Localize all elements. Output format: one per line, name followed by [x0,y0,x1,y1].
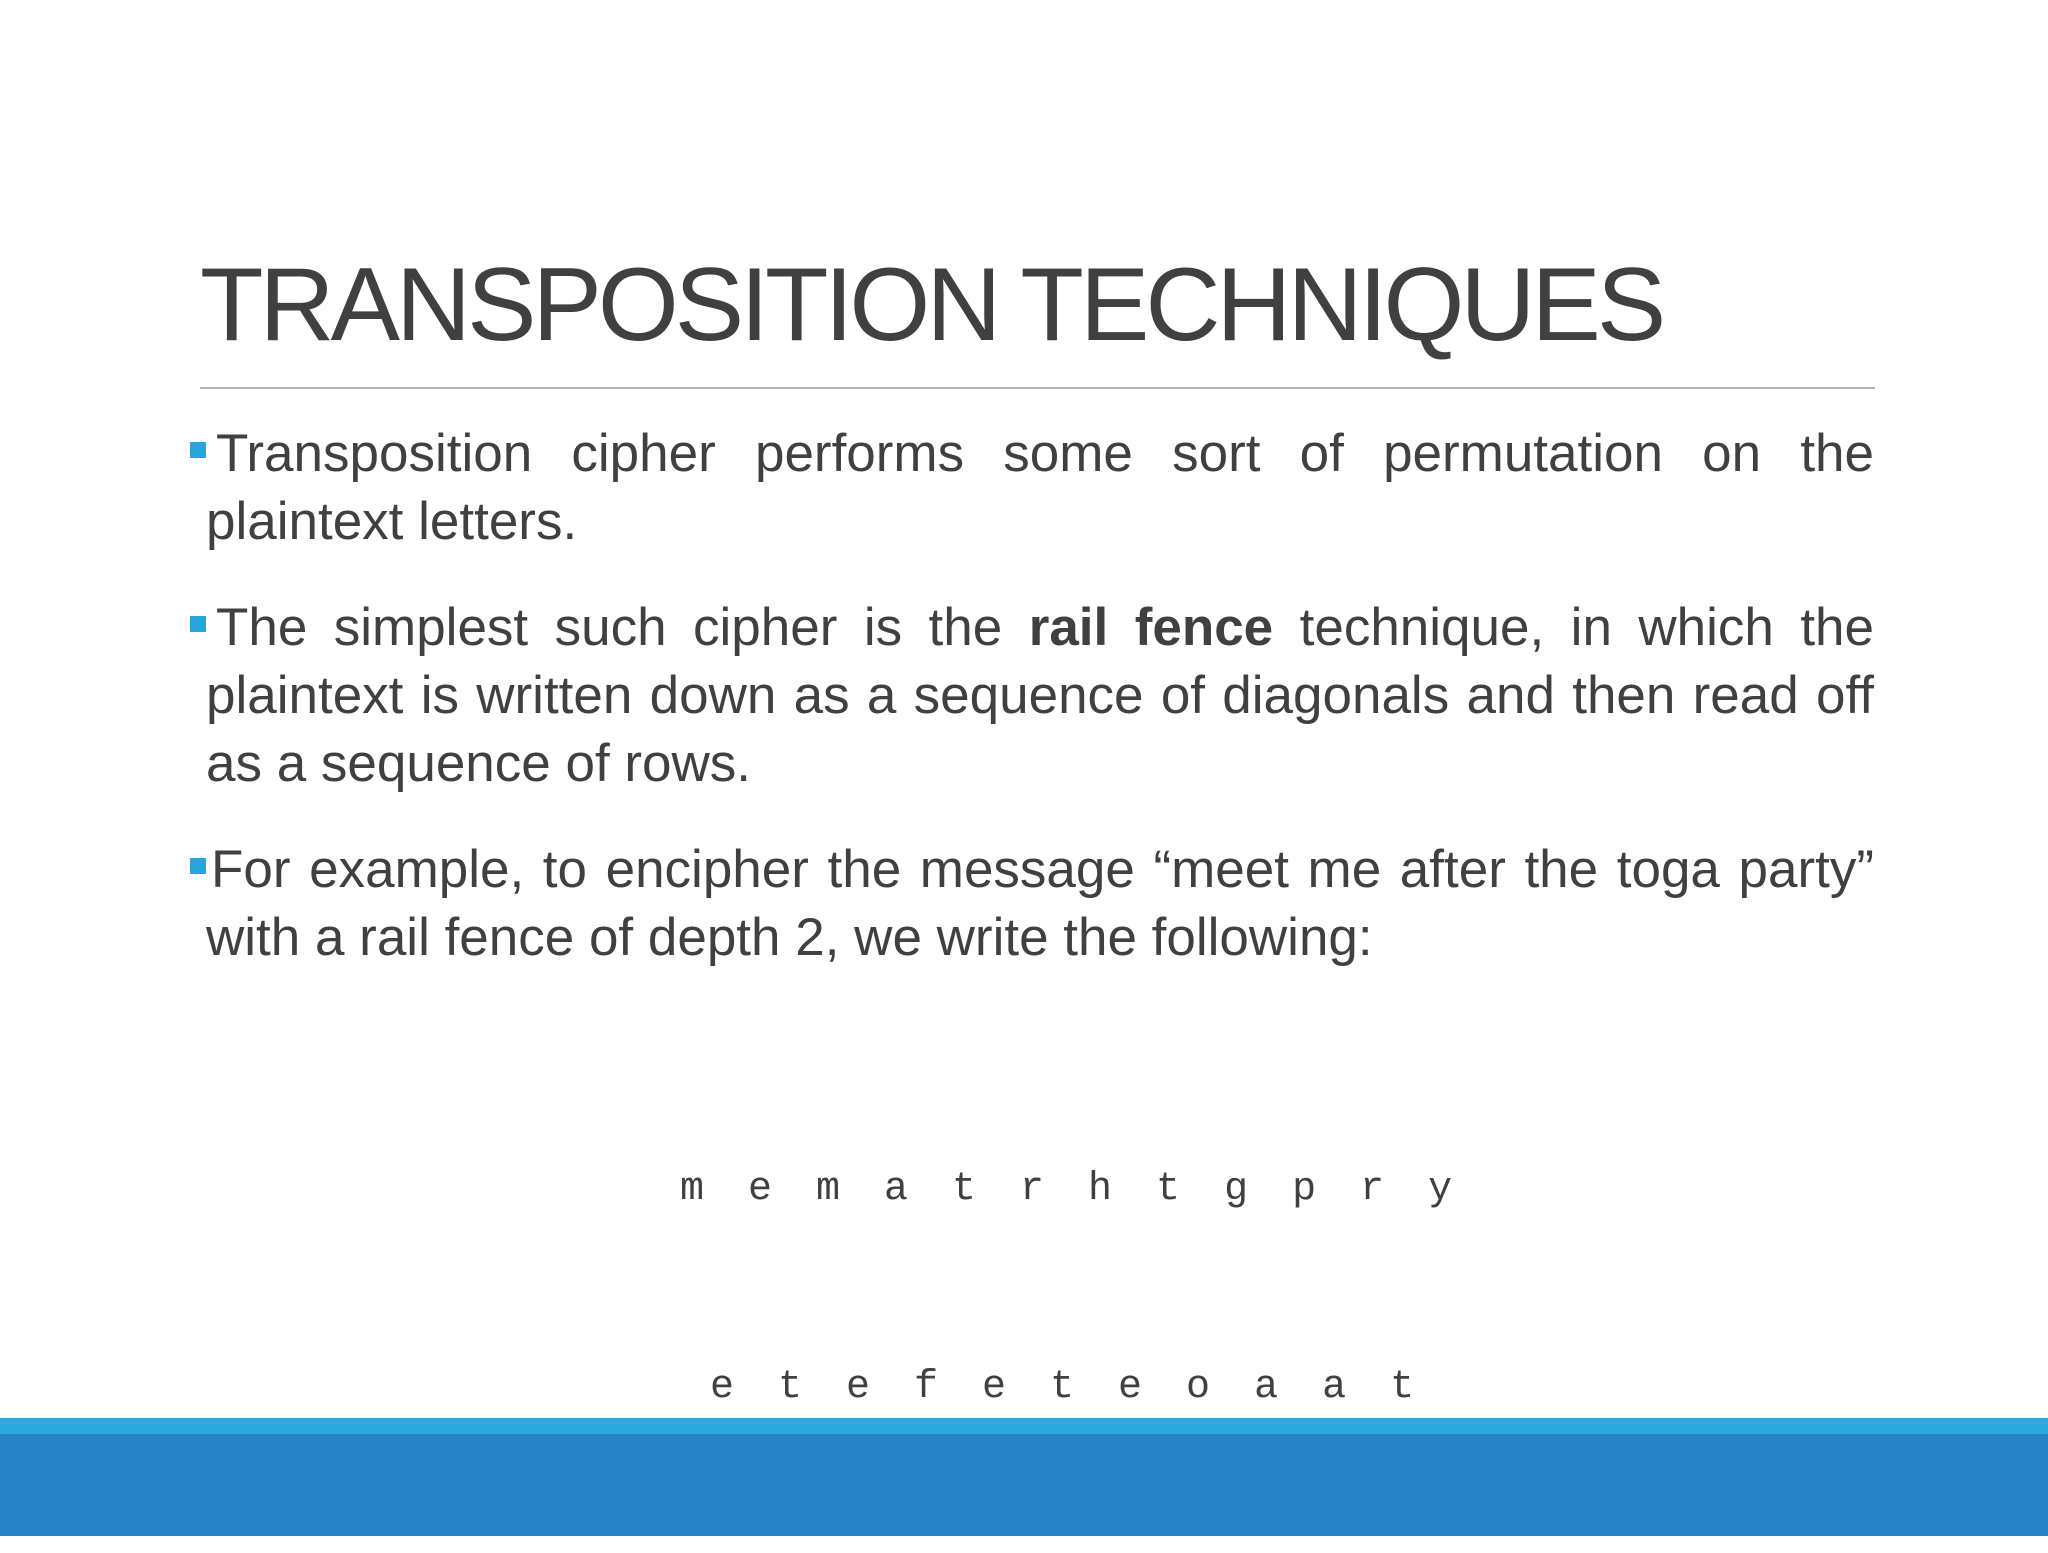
bullet-text-bold: rail fence [1028,598,1274,657]
footer-accent-stripe [0,1418,2048,1434]
rail-fence-row-1: m e m a t r h t g p r y [680,1167,1463,1212]
bullet-text-after: technique, in which the plaintext is written down as a sequence of diagonals and then read off as a sequence of rows. [206,598,1875,793]
bullet-text: Transposition cipher performs some sort of permutation on the plaintext letters. [206,424,1874,551]
rail-fence-row-2: e t e f e t e o a a t [710,1365,1425,1410]
square-bullet-icon [190,616,206,632]
bullet-item [188,420,1874,556]
slide-title: TRANSPOSITION TECHNIQUES [200,247,1663,363]
square-bullet-icon [190,858,206,874]
bullet-item [188,836,1874,972]
bullet-item [188,594,1874,798]
square-bullet-icon [190,442,206,458]
footer-band [0,1434,2048,1536]
slide-body [188,420,1874,972]
title-divider [200,387,1875,389]
bullet-text-before: The simplest such cipher is the [216,598,1029,657]
bullet-text: For example, to encipher the message “meet me after the toga party” with a rail fence of depth 2, we write the following: [206,840,1874,967]
